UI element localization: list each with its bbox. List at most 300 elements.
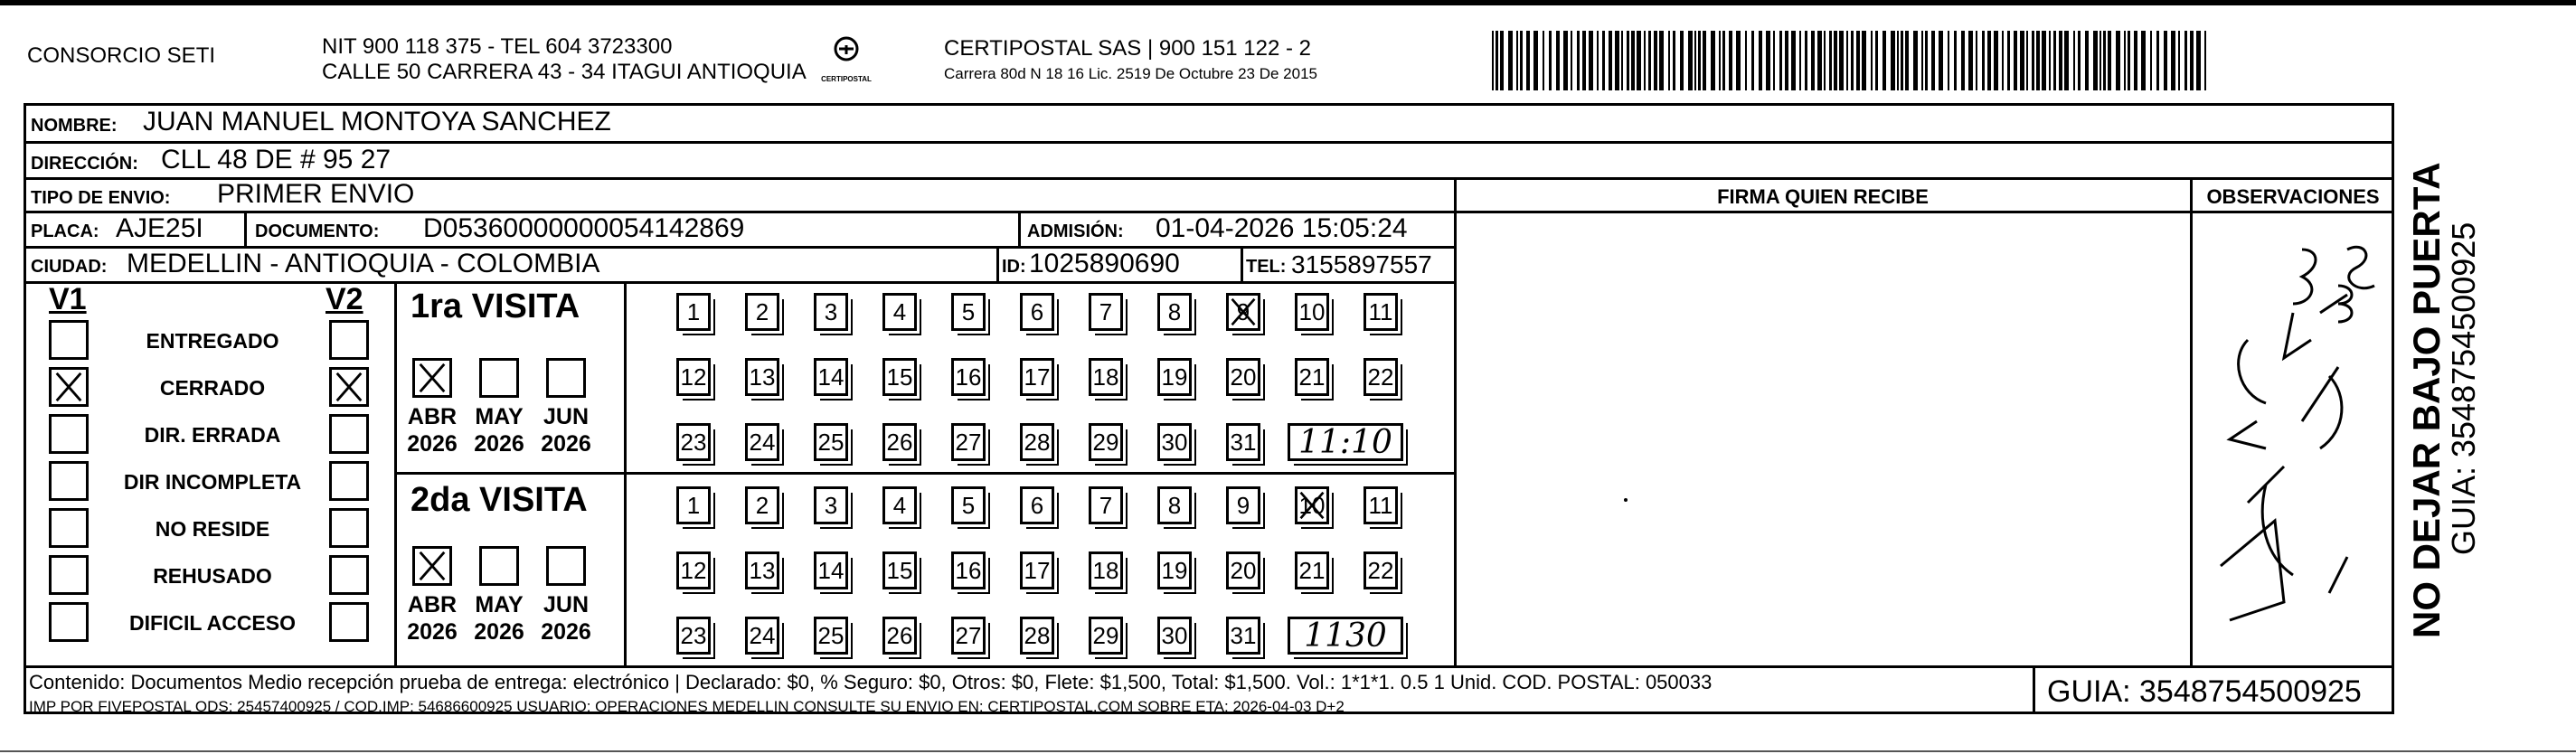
- address-line: CALLE 50 CARRERA 43 - 34 ITAGUI ANTIOQUIA: [322, 60, 807, 84]
- rule: [2033, 665, 2035, 714]
- barcode-bar: [1571, 31, 1572, 90]
- day-number: 10: [1298, 491, 1326, 519]
- rule: [996, 246, 999, 282]
- day-box[interactable]: [814, 486, 848, 524]
- day-box[interactable]: [814, 423, 848, 461]
- v1-checkbox[interactable]: [49, 461, 89, 501]
- barcode-bar: [1851, 31, 1854, 90]
- tel-value: 3155897557: [1291, 250, 1432, 278]
- day-number: 7: [1099, 491, 1113, 519]
- month-checkbox[interactable]: [412, 546, 452, 586]
- barcode-bar: [1680, 31, 1684, 90]
- barcode-bar: [1773, 31, 1775, 90]
- barcode-bar: [2178, 31, 2180, 90]
- footer-content: Contenido: Documentos Medio recepción prueba de entrega: electrónico | Declarado: $0, % Seguro: $0, Otros: $0, Flete: $1,500, Total: $1,500. Vol.: 1*1*1. 0.5 1 Unid. COD. POSTAL: 050033: [29, 671, 1713, 693]
- day-box[interactable]: [1226, 617, 1260, 655]
- barcode-bar: [2099, 31, 2101, 90]
- v2-checkbox[interactable]: [329, 414, 369, 454]
- v2-checkbox[interactable]: [329, 602, 369, 642]
- day-box[interactable]: [1363, 486, 1398, 524]
- barcode-bar: [2116, 31, 2120, 90]
- month-checkbox[interactable]: [412, 358, 452, 398]
- document-label: DOCUMENTO:: [255, 221, 380, 241]
- barcode-bar: [1729, 31, 1732, 90]
- year-label: 2026: [541, 431, 591, 457]
- day-box[interactable]: [951, 486, 986, 524]
- barcode-bar: [2049, 31, 2051, 90]
- day-number: 3: [824, 491, 838, 519]
- day-box[interactable]: [1226, 486, 1260, 524]
- day-number: 20: [1230, 556, 1257, 584]
- observations-handwriting: [2194, 213, 2392, 665]
- barcode-bar: [1615, 31, 1619, 90]
- barcode-bar: [2164, 31, 2167, 90]
- plate-value: AJE25I: [116, 213, 203, 243]
- nit-line: NIT 900 118 375 - TEL 604 3723300: [322, 34, 673, 59]
- barcode-bar: [2141, 31, 2146, 90]
- day-box[interactable]: [882, 617, 917, 655]
- barcode-bar: [1673, 31, 1675, 90]
- day-number: 15: [886, 363, 913, 391]
- day-box[interactable]: [745, 617, 779, 655]
- barcode-bar: [1688, 31, 1693, 90]
- day-box[interactable]: [814, 617, 848, 655]
- day-box[interactable]: [1295, 293, 1329, 331]
- recipient-name: JUAN MANUEL MONTOYA SANCHEZ: [143, 107, 611, 137]
- status-label: NO RESIDE: [155, 517, 270, 541]
- barcode-bar: [1526, 31, 1530, 90]
- day-box[interactable]: [1157, 551, 1192, 589]
- document-cell: [250, 213, 1018, 246]
- barcode-bar: [2032, 31, 2034, 90]
- v1-checkbox[interactable]: [49, 508, 89, 548]
- barcode-bar: [1891, 31, 1895, 90]
- day-number: 18: [1092, 363, 1119, 391]
- handwritten-time[interactable]: 1130: [1288, 617, 1403, 655]
- day-number: 1: [686, 491, 701, 519]
- day-box[interactable]: [1089, 293, 1123, 331]
- barcode-bar: [1659, 31, 1664, 90]
- logo-text: CERTIPOSTAL: [821, 75, 872, 83]
- day-box[interactable]: [882, 358, 917, 396]
- day-box[interactable]: [951, 617, 986, 655]
- month-label: ABR: [407, 592, 458, 617]
- day-number: 17: [1024, 556, 1051, 584]
- barcode-bar: [1968, 31, 1973, 90]
- barcode-bar: [1602, 31, 1605, 90]
- barcode-bar: [1648, 31, 1651, 90]
- admission-value: 01-04-2026 15:05:24: [1156, 213, 1408, 243]
- day-box[interactable]: [1020, 358, 1054, 396]
- day-number: 14: [817, 556, 845, 584]
- day-box[interactable]: [882, 423, 917, 461]
- barcode-bar: [2078, 31, 2081, 90]
- day-number: 27: [955, 428, 982, 456]
- year-label: 2026: [474, 431, 524, 457]
- day-box[interactable]: [745, 551, 779, 589]
- rule: [1241, 246, 1243, 282]
- day-box[interactable]: [1226, 423, 1260, 461]
- day-number: 13: [749, 363, 776, 391]
- barcode-bar: [2171, 31, 2175, 90]
- day-number: 7: [1099, 297, 1113, 325]
- certipostal-logo: [821, 36, 872, 83]
- day-box[interactable]: [745, 486, 779, 524]
- barcode-bar: [2156, 31, 2159, 90]
- year-label: 2026: [407, 619, 458, 645]
- barcode-bar: [1711, 31, 1715, 90]
- day-number: 29: [1092, 621, 1119, 649]
- day-box[interactable]: [1089, 358, 1123, 396]
- day-box[interactable]: [814, 551, 848, 589]
- day-box[interactable]: [951, 293, 986, 331]
- day-number: 2: [755, 491, 769, 519]
- barcode-bar: [1954, 31, 1957, 90]
- barcode-bar: [2128, 31, 2130, 90]
- signature-area[interactable]: [1458, 213, 2188, 665]
- barcode-bar: [1901, 31, 1903, 90]
- day-number: 9: [1236, 297, 1250, 325]
- barcode-bar: [1609, 31, 1612, 90]
- status-label: DIR INCOMPLETA: [123, 470, 302, 494]
- barcode-bar: [2093, 31, 2098, 90]
- barcode-bar: [1785, 31, 1788, 90]
- day-number: 30: [1161, 621, 1188, 649]
- barcode-bar: [1745, 31, 1747, 90]
- day-x-mark: [1229, 296, 1258, 328]
- rule: [24, 281, 1456, 284]
- barcode-bar: [1582, 31, 1586, 90]
- barcode-bar: [1856, 31, 1860, 90]
- day-box[interactable]: [676, 423, 711, 461]
- day-box[interactable]: [1226, 293, 1260, 331]
- day-number: 24: [749, 621, 776, 649]
- recipient-address: CLL 48 DE # 95 27: [161, 145, 392, 174]
- day-box[interactable]: [1363, 358, 1398, 396]
- barcode-bar: [2042, 31, 2046, 90]
- day-box[interactable]: [1157, 423, 1192, 461]
- barcode-bar: [2059, 31, 2062, 90]
- day-number: 25: [817, 621, 845, 649]
- company-name: CONSORCIO SETI: [27, 43, 216, 68]
- visit1-title: 1ra VISITA: [410, 287, 580, 325]
- barcode-bar: [1811, 31, 1815, 90]
- day-number: 29: [1092, 428, 1119, 456]
- month-checkbox[interactable]: [479, 358, 519, 398]
- barcode-bar: [2020, 31, 2024, 90]
- barcode-bar: [2002, 31, 2004, 90]
- status-label: DIR. ERRADA: [144, 423, 281, 447]
- day-number: 6: [1030, 297, 1044, 325]
- month-checkbox[interactable]: [479, 546, 519, 586]
- v2-checkbox[interactable]: [329, 461, 369, 501]
- day-box[interactable]: [676, 551, 711, 589]
- month-label: MAY: [475, 404, 524, 429]
- barcode-bar: [2134, 31, 2137, 90]
- barcode-bar: [1496, 31, 1498, 90]
- barcode-bar: [1982, 31, 1985, 90]
- day-box[interactable]: [676, 293, 711, 331]
- v2-checkbox[interactable]: [329, 555, 369, 595]
- v2-checkbox[interactable]: [329, 320, 369, 360]
- day-number: 17: [1024, 363, 1051, 391]
- id-cell: [1002, 249, 1237, 281]
- day-box[interactable]: [814, 293, 848, 331]
- v1-checkbox[interactable]: [49, 555, 89, 595]
- day-number: 13: [749, 556, 776, 584]
- side-guia: GUIA: 3548754500925: [2445, 221, 2482, 555]
- shipment-type: PRIMER ENVIO: [217, 179, 415, 209]
- day-box[interactable]: [745, 358, 779, 396]
- id-label: ID:: [1002, 257, 1026, 277]
- barcode-bar: [2196, 31, 2201, 90]
- day-box[interactable]: [676, 358, 711, 396]
- v2-checkbox[interactable]: [329, 508, 369, 548]
- barcode-bar: [1931, 31, 1935, 90]
- rule: [24, 665, 2394, 668]
- day-number: 26: [886, 621, 913, 649]
- day-box[interactable]: [1226, 358, 1260, 396]
- barcode-bar: [1520, 31, 1523, 90]
- handwritten-time[interactable]: 11:10: [1288, 423, 1403, 461]
- certipostal-line2: Carrera 80d N 18 16 Lic. 2519 De Octubre 23 De 2015: [944, 65, 1317, 82]
- day-number: 23: [680, 428, 707, 456]
- day-number: 23: [680, 621, 707, 649]
- day-number: 18: [1092, 556, 1119, 584]
- month-label: ABR: [407, 404, 458, 429]
- day-number: 31: [1230, 428, 1257, 456]
- day-box[interactable]: [1295, 551, 1329, 589]
- day-box[interactable]: [745, 293, 779, 331]
- barcode-bar: [1577, 31, 1580, 90]
- barcode-bar: [1987, 31, 1991, 90]
- day-box[interactable]: [951, 551, 986, 589]
- barcode-bar: [1621, 31, 1623, 90]
- barcode-bar: [2064, 31, 2069, 90]
- barcode-bar: [1751, 31, 1754, 90]
- barcode-bar: [2184, 31, 2187, 90]
- barcode-bar: [2103, 31, 2106, 90]
- day-box[interactable]: [1020, 551, 1054, 589]
- day-box[interactable]: [882, 293, 917, 331]
- name-row: [27, 103, 2394, 141]
- barcode-bar: [1492, 31, 1494, 90]
- barcode-bar: [1994, 31, 1998, 90]
- day-box[interactable]: [745, 423, 779, 461]
- status-label: ENTREGADO: [146, 329, 279, 353]
- barcode-bar: [1921, 31, 1923, 90]
- v1-checkbox[interactable]: [49, 414, 89, 454]
- day-box[interactable]: [1295, 358, 1329, 396]
- day-box[interactable]: [1020, 423, 1054, 461]
- day-number: 28: [1024, 428, 1051, 456]
- day-number: 11: [1368, 297, 1393, 325]
- day-number: 1: [686, 297, 701, 325]
- type-label: TIPO DE ENVIO:: [31, 188, 171, 208]
- observations-title: OBSERVACIONES: [2206, 185, 2380, 208]
- day-box[interactable]: [1020, 617, 1054, 655]
- day-box[interactable]: [1226, 551, 1260, 589]
- barcode-bar: [1791, 31, 1796, 90]
- day-box[interactable]: [676, 486, 711, 524]
- rule: [244, 211, 247, 247]
- day-number: 30: [1161, 428, 1188, 456]
- day-box[interactable]: [1157, 358, 1192, 396]
- barcode-bar: [1839, 31, 1844, 90]
- day-number: 15: [886, 556, 913, 584]
- barcode-bar: [1799, 31, 1801, 90]
- day-box[interactable]: [814, 358, 848, 396]
- barcode-bar: [1913, 31, 1918, 90]
- barcode-bar: [1862, 31, 1866, 90]
- day-box[interactable]: [1020, 293, 1054, 331]
- day-box[interactable]: [1089, 423, 1123, 461]
- footer-guia: GUIA: 3548754500925: [2047, 674, 2362, 709]
- v1-checkbox[interactable]: [49, 367, 89, 407]
- barcode-bar: [1516, 31, 1518, 90]
- signature-mark: [1624, 498, 1628, 502]
- barcode-bar: [2014, 31, 2017, 90]
- status-label: DIFICIL ACCESO: [128, 611, 296, 635]
- tel-cell: [1246, 249, 1454, 281]
- barcode-bar: [1976, 31, 1977, 90]
- v2-heading: V2: [326, 282, 363, 316]
- name-label: NOMBRE:: [31, 116, 118, 136]
- day-number: 2: [755, 297, 769, 325]
- day-number: 20: [1230, 363, 1257, 391]
- day-number: 5: [961, 491, 976, 519]
- day-box[interactable]: [1295, 486, 1329, 524]
- barcode-bar: [1722, 31, 1725, 90]
- day-box[interactable]: [1089, 486, 1123, 524]
- day-number: 21: [1298, 556, 1326, 584]
- v1-heading: V1: [49, 282, 87, 316]
- barcode-bar: [1736, 31, 1741, 90]
- barcode-bar: [1766, 31, 1770, 90]
- barcode-bar: [1779, 31, 1782, 90]
- barcode-bar: [1627, 31, 1629, 90]
- barcode-bar: [1817, 31, 1822, 90]
- type-row: [27, 179, 1456, 212]
- day-box[interactable]: [1157, 617, 1192, 655]
- barcode-bar: [1589, 31, 1593, 90]
- rule: [394, 472, 1456, 475]
- year-label: 2026: [541, 619, 591, 645]
- x-mark-icon: [415, 361, 449, 395]
- day-number: 24: [749, 428, 776, 456]
- barcode-bar: [2007, 31, 2010, 90]
- v1-checkbox[interactable]: [49, 602, 89, 642]
- x-mark-icon: [1297, 489, 1326, 522]
- day-number: 5: [961, 297, 976, 325]
- barcode-bar: [1948, 31, 1949, 90]
- plate-label: PLACA:: [31, 221, 99, 241]
- day-number: 10: [1298, 297, 1326, 325]
- barcode-bar: [1703, 31, 1706, 90]
- barcode-bar: [2124, 31, 2126, 90]
- barcode-bar: [2036, 31, 2040, 90]
- day-number: 22: [1367, 363, 1394, 391]
- month-checkbox[interactable]: [546, 358, 586, 398]
- address-row: [27, 143, 1456, 177]
- day-number: 12: [680, 556, 707, 584]
- day-box[interactable]: [1157, 486, 1192, 524]
- day-box[interactable]: [676, 617, 711, 655]
- day-number: 28: [1024, 621, 1051, 649]
- x-mark-icon: [52, 370, 86, 404]
- day-box[interactable]: [1020, 486, 1054, 524]
- city-cell: [27, 249, 995, 281]
- barcode-bar: [1549, 31, 1552, 90]
- status-label: REHUSADO: [153, 564, 272, 588]
- v2-checkbox[interactable]: [329, 367, 369, 407]
- barcode-bar: [1698, 31, 1701, 90]
- day-box[interactable]: [882, 551, 917, 589]
- day-number: 21: [1298, 363, 1326, 391]
- month-checkbox[interactable]: [546, 546, 586, 586]
- v1-checkbox[interactable]: [49, 320, 89, 360]
- barcode-bar: [1897, 31, 1899, 90]
- day-number: 16: [955, 556, 982, 584]
- rule: [1018, 211, 1021, 247]
- day-box[interactable]: [1089, 617, 1123, 655]
- day-box[interactable]: [1363, 551, 1398, 589]
- day-number: 25: [817, 428, 845, 456]
- day-number: 19: [1161, 556, 1188, 584]
- day-box[interactable]: [1157, 293, 1192, 331]
- day-number: 16: [955, 363, 982, 391]
- day-box[interactable]: [882, 486, 917, 524]
- barcode-bar: [1871, 31, 1873, 90]
- admission-label: ADMISIÓN:: [1027, 221, 1124, 241]
- day-box[interactable]: [1089, 551, 1123, 589]
- barcode-bar: [1533, 31, 1538, 90]
- barcode-bar: [1882, 31, 1886, 90]
- barcode-bar: [1637, 31, 1641, 90]
- month-label: JUN: [543, 404, 589, 429]
- day-number: 8: [1167, 491, 1182, 519]
- x-mark-icon: [415, 549, 449, 583]
- year-label: 2026: [407, 431, 458, 457]
- barcode-bar: [1597, 31, 1599, 90]
- day-number: 9: [1236, 491, 1250, 519]
- month-label: JUN: [543, 592, 589, 617]
- day-number: 4: [892, 297, 907, 325]
- x-mark-icon: [332, 370, 366, 404]
- day-number: 4: [892, 491, 907, 519]
- day-number: 26: [886, 428, 913, 456]
- barcode-bar: [2085, 31, 2089, 90]
- day-box[interactable]: [951, 358, 986, 396]
- status-label: CERRADO: [159, 376, 266, 400]
- city-label: CIUDAD:: [31, 257, 108, 277]
- x-mark-icon: [1229, 296, 1258, 328]
- barcode-bar: [1939, 31, 1943, 90]
- day-box[interactable]: [1363, 293, 1398, 331]
- day-number: 11: [1368, 491, 1393, 519]
- barcode-bar: [1834, 31, 1837, 90]
- barcode-bar: [2053, 31, 2056, 90]
- day-number: 3: [824, 297, 838, 325]
- barcode-bar: [1759, 31, 1762, 90]
- day-x-mark: [1297, 489, 1326, 522]
- barcode-bar: [1694, 31, 1696, 90]
- day-box[interactable]: [951, 423, 986, 461]
- barcode-bar: [2073, 31, 2075, 90]
- barcode-bar: [1500, 31, 1504, 90]
- bottom-border: [0, 750, 2576, 752]
- barcode-bar: [2204, 31, 2206, 90]
